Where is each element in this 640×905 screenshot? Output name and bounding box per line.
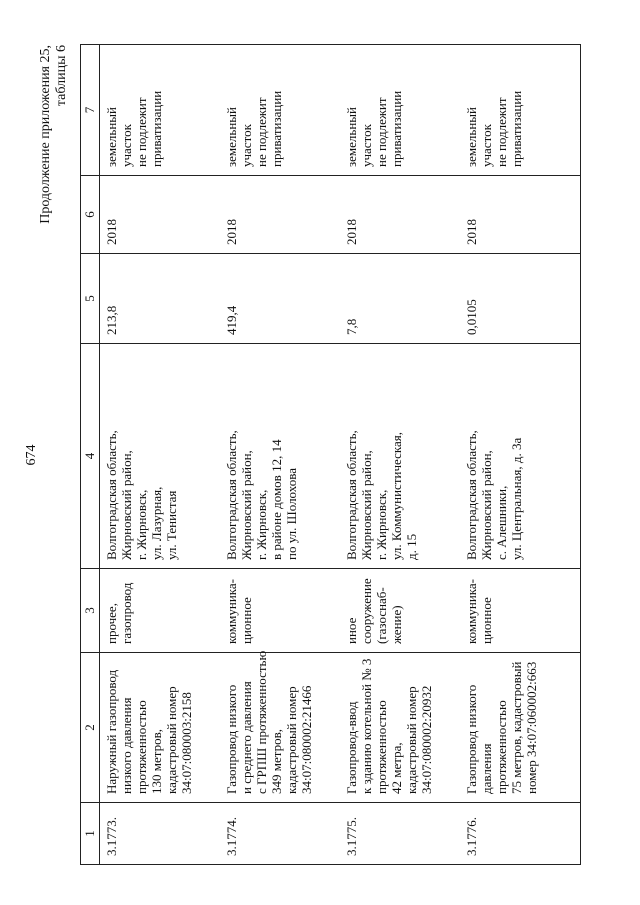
object-name-line: Газопровод низкого: [224, 684, 239, 794]
object-note-line: земельный: [464, 107, 479, 167]
property-table: [80, 44, 581, 865]
object-name-line: давления: [479, 743, 494, 794]
row-number: 3.1773.: [100, 803, 221, 865]
object-year: 2018: [460, 176, 581, 254]
object-value: 7,8: [340, 254, 460, 344]
object-note-line: не подлежит: [374, 97, 389, 167]
object-type-line: жение): [389, 605, 404, 644]
object-name-line: протяженностью: [494, 700, 509, 794]
object-type: [460, 569, 581, 653]
object-name-line: кадастровый номер: [284, 686, 299, 794]
object-address-line: в районе домов 12, 14: [269, 439, 284, 560]
table-row: [100, 45, 221, 865]
object-note: [220, 45, 340, 176]
object-address-line: ул. Лазурная,: [149, 486, 164, 560]
column-number-row: [81, 45, 100, 865]
object-name-line: Наружный газопровод: [104, 669, 119, 794]
object-year: 2018: [340, 176, 460, 254]
page-number: 674: [24, 444, 39, 466]
object-note: [460, 45, 581, 176]
object-name-line: Газопровод низкого: [464, 684, 479, 794]
object-note-line: участок: [119, 124, 134, 167]
object-name-line: кадастровый номер: [404, 686, 419, 794]
object-value: 213,8: [100, 254, 221, 344]
object-type-line: коммуника-: [464, 579, 479, 644]
object-address-line: г. Жирновск,: [134, 489, 149, 560]
object-note-line: земельный: [104, 107, 119, 167]
object-name-line: Газопровод-ввод: [344, 701, 359, 794]
object-address-line: г. Жирновск,: [374, 489, 389, 560]
object-note-line: участок: [479, 124, 494, 167]
object-name: [460, 653, 581, 803]
object-type-line: сооружение: [359, 578, 374, 644]
column-header-1: 1: [81, 803, 100, 865]
object-name-line: 130 метров,: [149, 729, 164, 794]
object-type: [100, 569, 221, 653]
row-number: 3.1775.: [340, 803, 460, 865]
column-header-7: 7: [81, 45, 100, 176]
caption-line-2: таблицы 6: [54, 45, 69, 107]
object-address-line: д. 15: [404, 533, 419, 560]
object-name-line: 34:07:080003:2158: [179, 692, 194, 794]
object-note: [340, 45, 460, 176]
object-name-line: низкого давления: [119, 697, 134, 794]
object-value: 0,0105: [460, 254, 581, 344]
object-type: [340, 569, 460, 653]
object-type-line: (газоснаб-: [374, 587, 389, 644]
object-name-line: с ГРПШ протяженностью: [254, 650, 269, 794]
object-note-line: участок: [239, 124, 254, 167]
column-header-2: 2: [81, 653, 100, 803]
object-address-line: ул. Коммунистическая,: [389, 432, 404, 560]
row-number: 3.1776.: [460, 803, 581, 865]
object-note-line: не подлежит: [254, 97, 269, 167]
table-row: [340, 45, 460, 865]
caption-line-1: Продолжение приложения 25,: [38, 45, 53, 224]
column-header-4: 4: [81, 344, 100, 569]
object-type: [220, 569, 340, 653]
object-address: [220, 344, 340, 569]
table-row: [460, 45, 581, 865]
object-name-line: протяженностью: [134, 700, 149, 794]
object-address-line: Жирновский район,: [359, 450, 374, 560]
object-type-line: ционное: [479, 597, 494, 644]
object-note-line: приватизации: [509, 90, 524, 167]
object-name: [220, 650, 340, 803]
object-address-line: Волгоградская область,: [344, 430, 359, 560]
object-year: 2018: [220, 176, 340, 254]
object-name-line: протяженностью: [374, 700, 389, 794]
object-address-line: ул. Тенистая: [164, 490, 179, 560]
object-address-line: Жирновский район,: [479, 450, 494, 560]
object-address-line: Волгоградская область,: [104, 430, 119, 560]
object-address-line: ул. Центральная, д. 3а: [509, 437, 524, 560]
object-address-line: по ул. Шолохова: [284, 468, 299, 560]
object-name-line: 75 метров, кадастровый: [509, 661, 524, 794]
object-note-line: приватизации: [149, 90, 164, 167]
column-header-3: 3: [81, 569, 100, 653]
object-address-line: Жирновский район,: [239, 450, 254, 560]
object-name-line: к зданию котельной № 3: [359, 658, 374, 794]
object-type-line: коммуника-: [224, 579, 239, 644]
object-address: [340, 344, 460, 569]
object-address: [460, 344, 581, 569]
table-row: [220, 45, 340, 865]
object-address-line: Жирновский район,: [119, 450, 134, 560]
object-name-line: 34:07:080002:20932: [419, 685, 434, 794]
object-type-line: прочее,: [104, 603, 119, 644]
object-name-line: и среднего давления: [239, 681, 254, 794]
object-note-line: приватизации: [269, 90, 284, 167]
object-note-line: приватизации: [389, 90, 404, 167]
object-type-line: иное: [344, 617, 359, 644]
table-body: [100, 45, 581, 865]
object-name: [340, 653, 460, 803]
object-year: 2018: [100, 176, 221, 254]
object-name: [100, 653, 221, 803]
row-number: 3.1774.: [220, 803, 340, 865]
object-note-line: не подлежит: [134, 97, 149, 167]
object-address-line: г. Жирновск,: [254, 489, 269, 560]
object-note-line: участок: [359, 124, 374, 167]
object-type-line: ционное: [239, 597, 254, 644]
object-name-line: номер 34:07:060002:663: [524, 661, 539, 794]
object-address-line: Волгоградская область,: [224, 430, 239, 560]
table-caption: [38, 45, 70, 224]
object-value: 419,4: [220, 254, 340, 344]
column-header-5: 5: [81, 254, 100, 344]
object-note: [100, 45, 221, 176]
object-name-line: кадастровый номер: [164, 686, 179, 794]
object-note-line: земельный: [344, 107, 359, 167]
object-name-line: 34:07:080002:21466: [299, 685, 314, 794]
object-note-line: не подлежит: [494, 97, 509, 167]
object-address-line: с. Алешники,: [494, 485, 509, 560]
object-name-line: 42 метра,: [389, 742, 404, 794]
object-address: [100, 344, 221, 569]
object-note-line: земельный: [224, 107, 239, 167]
object-name-line: 349 метров,: [269, 729, 284, 794]
object-address-line: Волгоградская область,: [464, 430, 479, 560]
column-header-6: 6: [81, 176, 100, 254]
object-type-line: газопровод: [119, 582, 134, 644]
